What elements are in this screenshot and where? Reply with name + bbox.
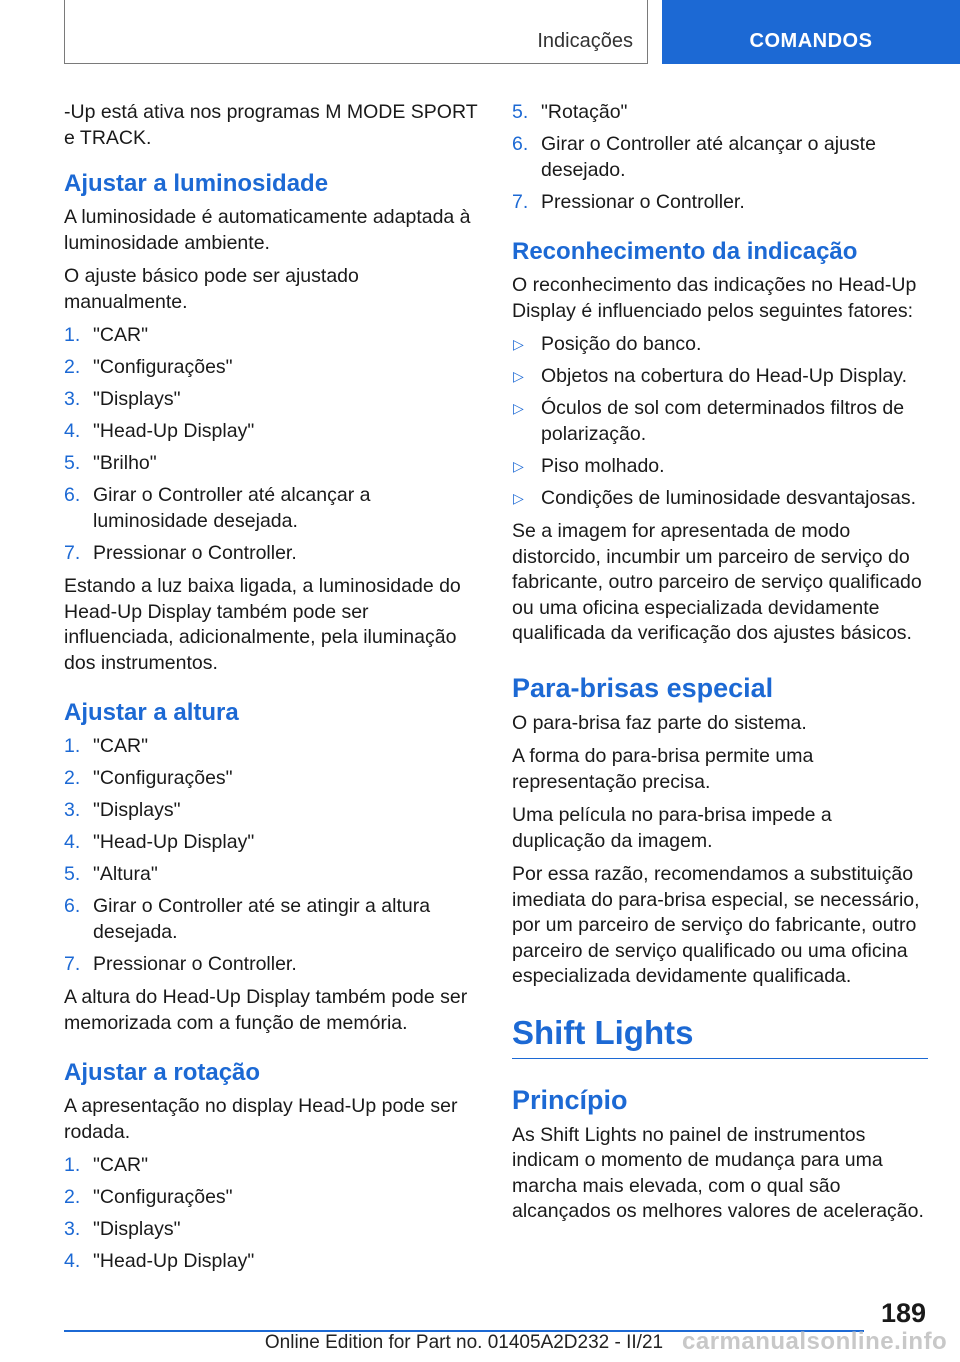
heading-recognition: Reconhecimento da indicação (512, 238, 858, 265)
step-number: 5. (64, 863, 81, 885)
step-text: "Brilho" (93, 452, 157, 474)
step-text: Pressionar o Controller. (93, 541, 297, 564)
step-text: "Displays" (93, 388, 181, 410)
list-item (512, 132, 928, 183)
paragraph: A luminosidade é automaticamente adaptada à luminosidade ambiente. (64, 206, 471, 254)
paragraph: Por essa razão, recomendamos a substituição imediata do para-brisa especial, se necessário, por um parceiro de serviço do fabricante, outro parceiro de serviço qualificado ou uma oficina especializada devidamente qualificada. (512, 863, 920, 987)
paragraph: A apresentação no display Head-Up pode ser rodada. (64, 1095, 458, 1143)
step-text: Pressionar o Controller. (541, 190, 745, 213)
paragraph: O para-brisa faz parte do sistema. (512, 711, 807, 734)
header-section-box (64, 0, 648, 64)
step-text: "Head-Up Display" (93, 831, 255, 853)
step-number: 3. (64, 388, 81, 410)
list-item (64, 1217, 480, 1243)
left-column (64, 100, 480, 1283)
step-text: "Configurações" (93, 767, 233, 789)
heading-height: Ajustar a altura (64, 699, 239, 726)
list-item (64, 419, 480, 445)
list-item (64, 830, 480, 856)
header-section-title: Indicações (537, 30, 633, 52)
list-item (64, 734, 480, 760)
step-text: "Head-Up Display" (93, 1250, 255, 1272)
step-text: "CAR" (93, 735, 149, 757)
step-number: 5. (64, 452, 81, 474)
bullet-text: Piso molhado. (541, 454, 665, 477)
step-number: 3. (64, 1218, 81, 1240)
step-number: 2. (64, 356, 81, 378)
step-text: Girar o Controller até alcançar o ajuste desejado. (541, 133, 876, 181)
step-number: 6. (512, 133, 529, 155)
list-item (512, 364, 928, 390)
step-number: 2. (64, 767, 81, 789)
steps-height (64, 734, 480, 977)
bullet-text: Óculos de sol com determinados filtros de polarização. (541, 397, 905, 445)
list-item (64, 766, 480, 792)
list-item (64, 894, 480, 945)
factors-list (512, 332, 928, 511)
step-number: 1. (64, 324, 81, 346)
paragraph: A forma do para-brisa permite uma representação precisa. (512, 745, 814, 793)
heading-windshield: Para-brisas especial (512, 672, 774, 703)
step-number: 6. (64, 484, 81, 506)
heading-principle: Princípio (512, 1084, 628, 1115)
list-item (512, 190, 928, 216)
header-chapter-label: COMANDOS (749, 30, 873, 52)
bullet-text: Posição do banco. (541, 333, 702, 355)
triangle-bullet-icon: ▷ (513, 457, 524, 474)
step-text: Girar o Controller até alcançar a luminosidade desejada. (93, 484, 371, 532)
step-text: "CAR" (93, 1154, 149, 1176)
list-item (64, 862, 480, 888)
list-item (512, 486, 928, 512)
step-number: 4. (64, 831, 81, 853)
watermark: carmanualsonline.info (682, 1328, 948, 1355)
list-item (64, 798, 480, 824)
step-text: "Displays" (93, 1218, 181, 1240)
step-text: "Configurações" (93, 356, 233, 378)
step-text: "Altura" (93, 863, 158, 885)
triangle-bullet-icon: ▷ (513, 336, 524, 352)
paragraph: Uma película no para-brisa impede a duplicação da imagem. (512, 804, 832, 852)
step-number: 4. (64, 1250, 81, 1272)
heading-brightness: Ajustar a luminosidade (64, 170, 329, 197)
steps-rotation-continued (512, 100, 928, 215)
triangle-bullet-icon: ▷ (513, 400, 524, 416)
paragraph: A altura do Head-Up Display também pode ser memorizada com a função de memória. (64, 986, 468, 1034)
step-number: 7. (512, 190, 529, 213)
list-item (64, 451, 480, 477)
list-item (64, 952, 480, 978)
list-item (512, 396, 928, 447)
list-item (64, 355, 480, 381)
triangle-bullet-icon: ▷ (513, 368, 524, 384)
step-number: 6. (64, 895, 81, 917)
step-text: "Configurações" (93, 1186, 233, 1208)
right-column (512, 100, 928, 1233)
list-item (64, 1249, 480, 1275)
list-item (512, 100, 928, 126)
step-number: 5. (512, 101, 529, 123)
list-item (512, 332, 928, 358)
page-number: 189 (880, 1298, 926, 1328)
steps-brightness (64, 323, 480, 566)
step-text: "Head-Up Display" (93, 420, 255, 442)
triangle-bullet-icon: ▷ (513, 489, 524, 506)
paragraph: Se a imagem for apresentada de modo distorcido, incumbir um parceiro de serviço do fabricante, outro parceiro de serviço qualificado ou uma oficina especializada devidamente qualificada da verificação dos ajustes básicos. (512, 520, 922, 644)
step-text: Pressionar o Controller. (93, 952, 297, 975)
list-item (64, 1153, 480, 1179)
step-number: 2. (64, 1186, 81, 1208)
paragraph: O ajuste básico pode ser ajustado manualmente. (64, 265, 359, 313)
list-item (64, 387, 480, 413)
step-text: Girar o Controller até se atingir a altura desejada. (93, 895, 431, 943)
step-number: 3. (64, 799, 81, 821)
heading-rotation: Ajustar a rotação (64, 1059, 261, 1086)
list-item (64, 1185, 480, 1211)
heading-shift-lights: Shift Lights (512, 1012, 928, 1059)
steps-rotation (64, 1153, 480, 1275)
step-text: "Displays" (93, 799, 181, 821)
intro-paragraph: -Up está ativa nos programas M MODE SPORT e TRACK. (64, 101, 478, 149)
list-item (64, 541, 480, 567)
step-number: 4. (64, 420, 81, 442)
step-number: 1. (64, 735, 81, 757)
header-chapter-tab[interactable] (662, 0, 960, 64)
step-number: 1. (64, 1154, 81, 1176)
footer-edition: Online Edition for Part no. 01405A2D232 - II/21 (264, 1332, 664, 1353)
step-number: 7. (64, 952, 81, 975)
bullet-text: Objetos na cobertura do Head-Up Display. (541, 365, 907, 387)
list-item (512, 454, 928, 480)
paragraph: As Shift Lights no painel de instrumentos indicam o momento de mudança para uma marcha mais elevada, com o qual são alcançados os melhores valores de aceleração. (512, 1123, 924, 1222)
paragraph: Estando a luz baixa ligada, a luminosidade do Head-Up Display também pode ser influenciada, adicionalmente, pela iluminação dos instrumentos. (64, 575, 461, 674)
step-text: "CAR" (93, 324, 149, 346)
step-number: 7. (64, 541, 81, 564)
bullet-text: Condições de luminosidade desvantajosas. (541, 486, 917, 509)
step-text: "Rotação" (541, 101, 628, 123)
list-item (64, 323, 480, 349)
paragraph: O reconhecimento das indicações no Head-Up Display é influenciado pelos seguintes fatores: (512, 274, 917, 322)
list-item (64, 483, 480, 534)
